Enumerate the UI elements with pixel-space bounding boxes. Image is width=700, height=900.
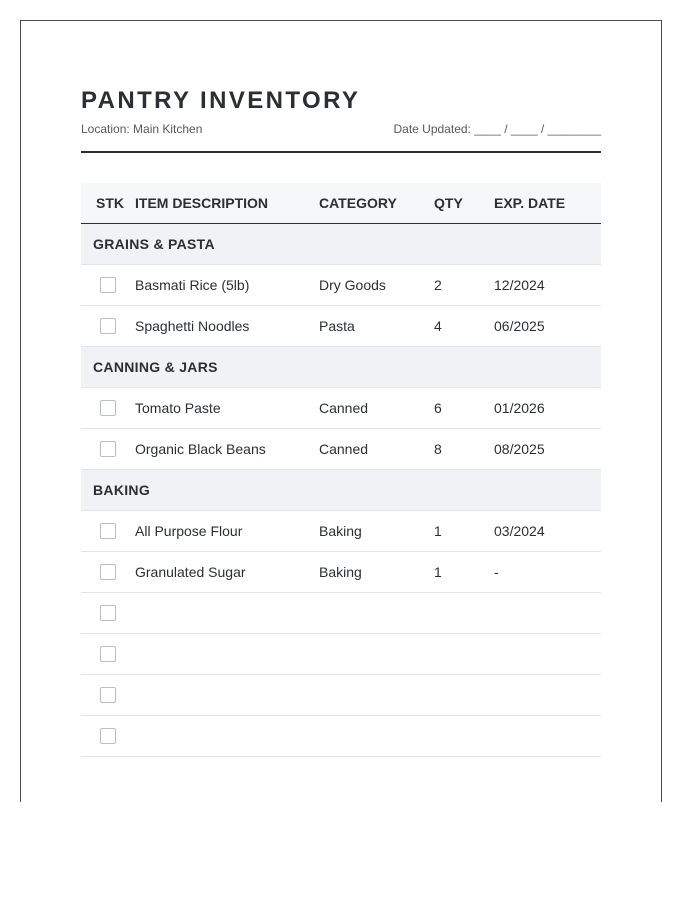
blank-row [81,592,601,633]
item-description: Basmati Rice (5lb) [135,264,319,305]
location-label: Location: Main Kitchen [81,122,203,136]
table-row [81,387,601,428]
item-category: Canned [319,387,434,428]
empty-cell [494,674,601,715]
item-qty: 4 [434,305,494,346]
empty-cell [494,633,601,674]
empty-cell [319,592,434,633]
stock-cell [81,633,135,674]
category-row-canning-jars [81,346,601,387]
category-row-baking [81,469,601,510]
item-qty: 6 [434,387,494,428]
stock-checkbox[interactable] [100,523,116,539]
empty-cell [319,633,434,674]
stock-checkbox[interactable] [100,605,116,621]
table-row [81,510,601,551]
stock-cell [81,387,135,428]
column-header-stk: STK [81,183,135,223]
stock-checkbox[interactable] [100,728,116,744]
item-category: Pasta [319,305,434,346]
table-row [81,264,601,305]
blank-row [81,715,601,756]
sheet-content [81,87,601,757]
category-label: CANNING & JARS [81,346,601,387]
stock-cell [81,428,135,469]
empty-cell [434,633,494,674]
stock-cell [81,715,135,756]
empty-cell [494,592,601,633]
stock-checkbox[interactable] [100,687,116,703]
header-divider [81,151,601,153]
item-category: Canned [319,428,434,469]
empty-cell [135,715,319,756]
item-exp-date: 12/2024 [494,264,601,305]
item-description: Granulated Sugar [135,551,319,592]
inventory-table [81,183,601,757]
empty-cell [434,715,494,756]
item-exp-date: 08/2025 [494,428,601,469]
item-qty: 8 [434,428,494,469]
stock-cell [81,510,135,551]
item-exp-date: 06/2025 [494,305,601,346]
item-qty: 1 [434,510,494,551]
table-row [81,305,601,346]
stock-cell [81,551,135,592]
empty-cell [319,715,434,756]
stock-checkbox[interactable] [100,400,116,416]
item-exp-date: - [494,551,601,592]
stock-checkbox[interactable] [100,441,116,457]
item-qty: 1 [434,551,494,592]
blank-row [81,633,601,674]
table-row [81,551,601,592]
stock-cell [81,305,135,346]
item-category: Dry Goods [319,264,434,305]
stock-checkbox[interactable] [100,564,116,580]
item-description: Tomato Paste [135,387,319,428]
stock-cell [81,264,135,305]
category-row-grains-pasta [81,223,601,264]
item-description: Spaghetti Noodles [135,305,319,346]
item-description: Organic Black Beans [135,428,319,469]
stock-cell [81,674,135,715]
empty-cell [135,592,319,633]
sheet-meta [81,122,601,136]
table-row [81,428,601,469]
inventory-sheet [20,20,662,802]
empty-cell [319,674,434,715]
item-description: All Purpose Flour [135,510,319,551]
empty-cell [434,674,494,715]
item-exp-date: 03/2024 [494,510,601,551]
table-header-row [81,183,601,223]
column-header-category: CATEGORY [319,183,434,223]
stock-checkbox[interactable] [100,318,116,334]
column-header-qty: QTY [434,183,494,223]
date-updated-label: Date Updated: ____ / ____ / ________ [393,122,601,136]
stock-checkbox[interactable] [100,277,116,293]
column-header-exp-date: EXP. DATE [494,183,601,223]
empty-cell [434,592,494,633]
item-category: Baking [319,510,434,551]
category-label: BAKING [81,469,601,510]
page-title: PANTRY INVENTORY [81,87,361,114]
stock-checkbox[interactable] [100,646,116,662]
stock-cell [81,592,135,633]
blank-row [81,674,601,715]
empty-cell [135,674,319,715]
item-qty: 2 [434,264,494,305]
empty-cell [135,633,319,674]
column-header-item-description: ITEM DESCRIPTION [135,183,319,223]
item-exp-date: 01/2026 [494,387,601,428]
category-label: GRAINS & PASTA [81,223,601,264]
empty-cell [494,715,601,756]
item-category: Baking [319,551,434,592]
